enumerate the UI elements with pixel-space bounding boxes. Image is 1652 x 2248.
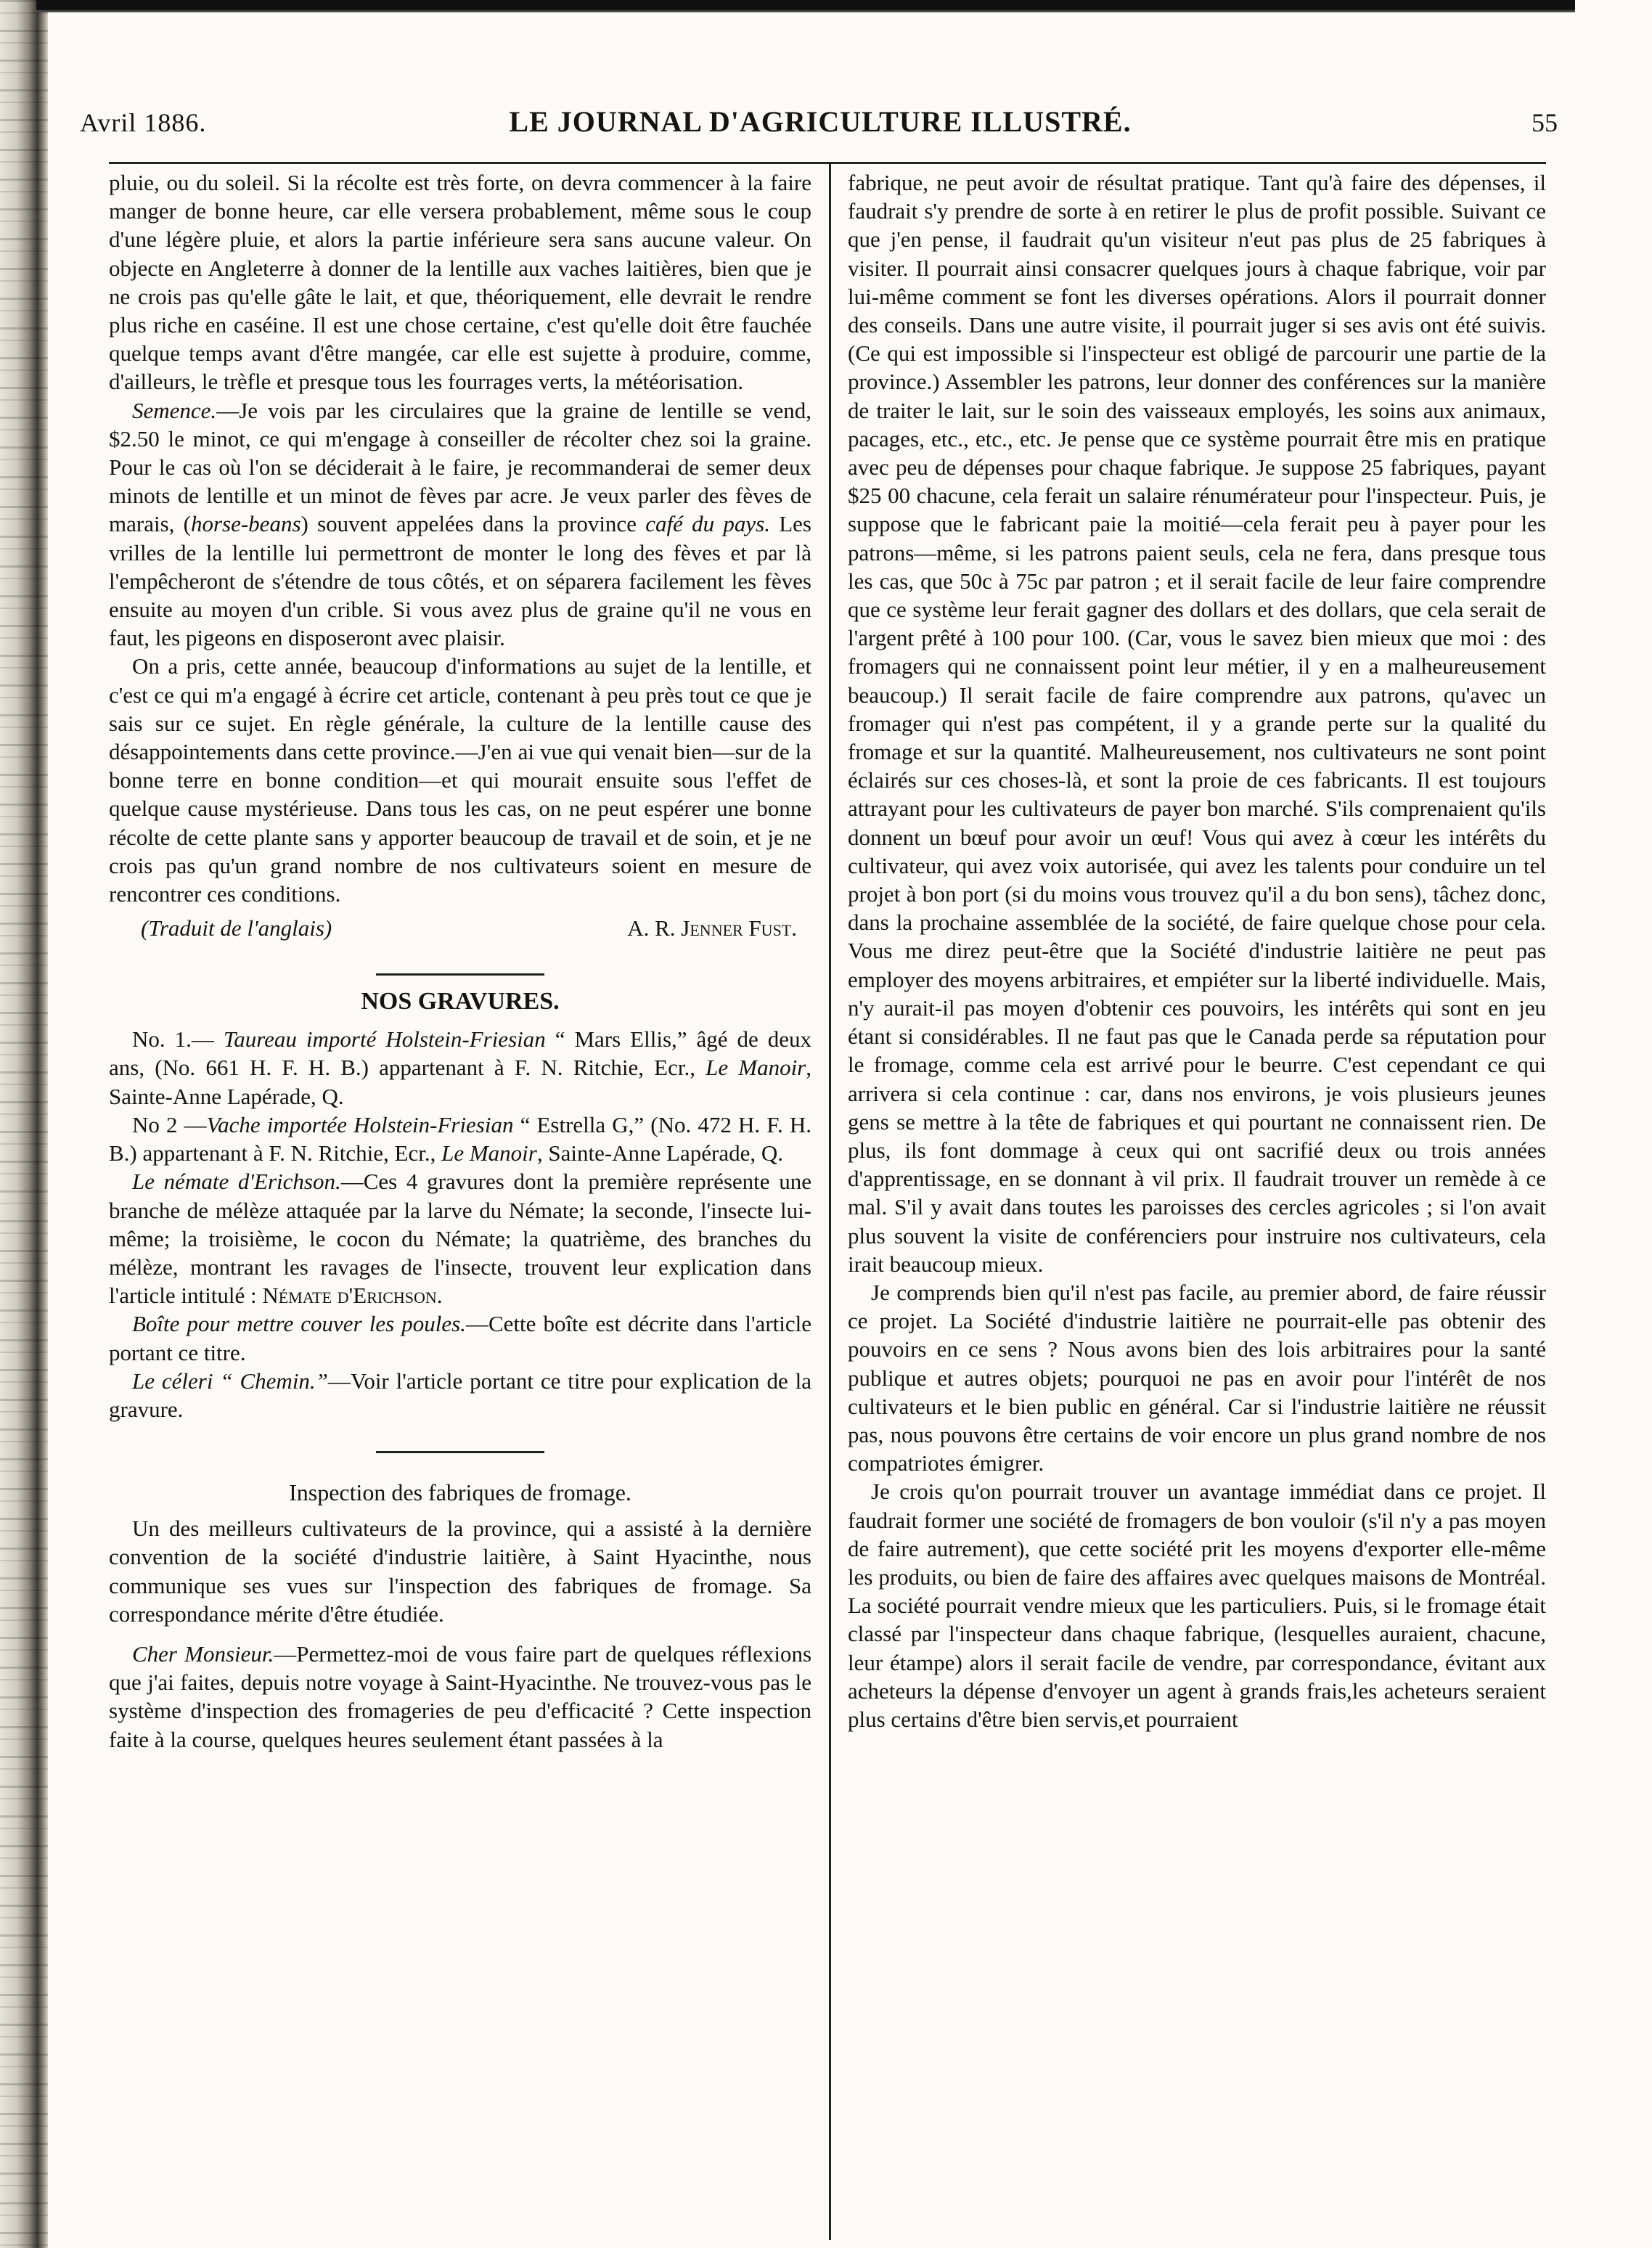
inspection-title: Inspection des fabriques de fromage.	[289, 1479, 631, 1506]
gravure-3-subject: Le némate d'Erichson.	[132, 1169, 341, 1195]
gravure-2-place: , Sainte-Anne Lapérade, Q.	[536, 1140, 783, 1166]
header-date: Avril 1886.	[80, 108, 207, 137]
section-divider-2	[376, 1451, 544, 1453]
header-rule	[109, 162, 1546, 164]
page-header	[80, 102, 1561, 145]
semence-text-b: ) souvent appelées dans la province	[300, 511, 646, 537]
gravure-3	[109, 1167, 811, 1309]
lentille-paragraph-3: On a pris, cette année, beaucoup d'informations au sujet de la lentille, et c'est ce qui m'a engagé à écrire cet article, contenant à peu près tout ce que je sais sur ce sujet. En règle générale, la culture de la lentille cause des désappointements dans cette province.—J'en ai vue qui venait bien—sur de la bonne terre en bonne condition—et qui mourait ensuite sous l'effet de quelque cause mystérieuse. Dans tous les cas, on ne peut espérer une bonne récolte de cette plante sans y apporter beaucoup de travail et de soin, et je ne crois pas qu'un grand nombre de nos cultivateurs soient en mesure de rencontrer ces conditions.	[109, 653, 811, 907]
inspection-intro: Un des meilleurs cultivateurs de la province, qui a assisté à la dernière convention de la société d'industrie laitière, à Saint Hyacinthe, nous communique ses vues sur l'inspection des fabriques de fromage. Sa correspondance mérite d'être étudiée.	[109, 1516, 811, 1627]
gravure-3-text: —Ces 4 gravures dont la première représente une branche de mélèze attaquée par la larve du Némate; la seconde, l'insecte lui-même; la troisième, le cocon du Némate; la quatrième, des branches du mélèze, montrant les ravages de l'insecte, trouvent leur explication dans l'article intitulé :	[109, 1169, 812, 1309]
gravure-1-number: No. 1.—	[132, 1026, 224, 1053]
nos-gravures-title: NOS GRAVURES.	[361, 988, 560, 1015]
semence-lead: Semence.	[132, 397, 217, 423]
gravure-4	[109, 1309, 811, 1366]
left-column	[109, 168, 811, 1754]
top-border-thin	[36, 10, 1575, 12]
letter-paragraph-2: Je comprends bien qu'il n'est pas facile, au premier abord, de faire réussir ce projet. La Société d'industrie laitière ne pourrait-elle pas obtenir des pouvoirs en ce sens ? Nous avons bien des lois arbitraires pour la santé publique et autres objets; pourquoi ne pas en avoir pour l'intérêt de nos cultivateurs et le bien public en général. Car si l'industrie laitière ne réussit pas, nous pouvons être certains de voir encore un plus grand nombre de nos compatriotes émigrer.	[848, 1279, 1546, 1476]
right-column	[848, 168, 1546, 1733]
journal-title: LE JOURNAL D'AGRICULTURE ILLUSTRÉ.	[509, 105, 1132, 138]
column-rule	[829, 163, 831, 2240]
letter-text: —Permettez-moi de vous faire part de quelques réflexions que j'ai faites, depuis notre voyage à Saint-Hyacinthe. Ne trouvez-vous pas le système d'inspection des fromageries de peu d'efficacité ? Cette inspection faite à la course, quelques heures seulement étant passées à la	[109, 1640, 812, 1752]
signature-line	[109, 914, 811, 943]
semence-text-c: Les vrilles de la lentille lui permettront de monter le long des fèves et par là l'empêcheront de s'étendre de tous côtés, et on séparera facilement les fèves ensuite au moyen d'un crible. Si vous avez plus de graine qu'il ne vous en faut, les pigeons en disposeront avec plaisir.	[109, 511, 811, 651]
page-number: 55	[1532, 108, 1558, 137]
semence-text-a: —Je vois par les circulaires que la graine de lentille se vend, $2.50 le minot, ce qui m'engage à conseiller de récolter chez soi la graine. Pour le cas où l'on se déciderait à le faire, je recommanderai de semer deux minots de lentille et un minot de fèves par acre. Je veux parler des fèves de marais, (	[109, 397, 811, 537]
section-divider-1	[376, 973, 544, 976]
semence-paragraph	[109, 396, 811, 653]
gravure-3-article: Némate d'Erichson.	[262, 1283, 443, 1309]
gravure-1	[109, 1025, 811, 1111]
binding-edge	[0, 0, 48, 2248]
letter-continued: fabrique, ne peut avoir de résultat pratique. Tant qu'à faire des dépenses, il faudrait s'y prendre de sorte à en retirer le plus de profit possible. Suivant ce que j'en pense, il faudrait qu'un visiteur n'eut pas plus de 25 fabriques à visiter. Il pourrait ainsi consacrer quelques jours à chaque fabrique, voir par lui-même comment se font les diverses opérations. Alors il pourrait donner des conseils. Dans une autre visite, il pourrait juger si ses avis ont été suivis. (Ce qui est impossible si l'inspecteur est obligé de parcourir une partie de la province.) Assembler les patrons, leur donner des conférences sur la manière de traiter le lait, sur le soin des vaisseaux employés, les soins aux animaux, pacages, etc., etc., etc. Je pense que ce système pourrait être mis en pratique avec peu de dépenses pour chaque fabrique. Je suppose 25 fabriques, payant $25 00 chacune, cela ferait un salaire rénumérateur pour l'inspecteur. Puis, je suppose que le fabricant paie la moitié—cela ferait peu à payer pour les patrons—même, si les patrons paient seuls, cela ne fera, dans presque tous les cas, que 50c à 75c par patron ; et il serait facile de leur faire comprendre que ce système leur ferait gagner des dollars et des dollars, que cela serait de l'argent prêté à 100 pour 100. (Car, vous le savez bien mieux que moi : des fromagers qui ne connaissent point leur métier, il y en a malheureusement beaucoup.) Il serait facile de faire comprendre aux patrons, qu'avec un fromager qui n'est pas compétent, il y a grande perte sur la qualité du fromage et sur la quantité. Malheureusement, nos cultivateurs ne sont point éclairés sur ces choses-là, et sont la proie de ces fabricants. Il est toujours attrayant pour les cultivateurs de payer bon marché. S'ils comprenaient qu'ils donnent un bœuf pour avoir un œuf! Vous qui avez à cœur les intérêts du cultivateur, qui avez voix autorisée, qui avez les talents pour conduire un tel projet à bon port (si du moins vous trouvez qu'il a du bon sens), tâchez donc, dans la prochaine assemblée de la société, de faire quelque chose pour cela. Vous me direz peut-être que la Société d'industrie laitière ne peut pas employer des moyens arbitraires, et empiéter sur la liberté individuelle. Mais, n'y aurait-il pas moyen d'obtenir ces pouvoirs, les intérêts qui sont en jeu étant si considérables. Il ne faut pas que le Canada perde sa réputation pour le fromage, comme cela est arrivé pour le beurre. C'est cependant ce qui arrivera si cela continue : car, dans nos environs, je vois plusieurs jeunes gens se mettre à la tête de fabriques et qui pourtant ne connaissent rien. De plus, ils font dommage à ceux qui ont sacrifié deux ou trois années d'apprentissage, en se donnant à vil prix. Il faudrait trouver un remède à ce mal. S'il y avait dans toutes les paroisses des cercles agricoles ; si l'on avait plus souvent la visite de conférenciers pour instruire nos cultivateurs, cela irait beaucoup mieux.	[848, 170, 1546, 1277]
gravure-5-subject: Le céleri “ Chemin.”	[132, 1368, 328, 1394]
gravure-2-number: No 2 —	[132, 1111, 207, 1137]
gravure-1-place: , Sainte-Anne Lapérade, Q.	[109, 1055, 811, 1109]
gravure-4-text: —Cette boîte est décrite dans l'article portant ce titre.	[109, 1311, 811, 1365]
gravure-1-farm: Le Manoir	[706, 1055, 806, 1081]
author-signature: A. R. Jenner Fust.	[627, 915, 797, 941]
letter-salutation: Cher Monsieur.	[132, 1640, 274, 1667]
translation-note: (Traduit de l'anglais)	[141, 915, 332, 941]
lentille-paragraph-1: pluie, ou du soleil. Si la récolte est très forte, on devra commencer à la faire manger de bonne heure, car elle versera probablement, même sous le coup d'une légère pluie, et alors la partie inférieure sera sans aucune valeur. On objecte en Angleterre à donner de la lentille aux vaches laitières, bien que je ne crois pas qu'elle gâte le lait, et que, théoriquement, elle devrait le rendre plus riche en caséine. Il est une chose certaine, c'est qu'elle doit être fauchée quelque temps avant d'être mangée, car elle est sujette à produire, comme, d'ailleurs, le trèfle et presque tous les fourrages verts, la météorisation.	[109, 170, 811, 395]
gravure-5	[109, 1367, 811, 1423]
gravure-2-text: “ Estrella G,” (No. 472 H. F. H. B.) appartenant à F. N. Ritchie, Ecr.,	[109, 1111, 811, 1166]
gravure-2	[109, 1111, 811, 1167]
gravure-2-farm: Le Manoir	[441, 1140, 537, 1166]
top-border	[36, 0, 1575, 10]
gravure-1-subject: Taureau importé Holstein-Friesian	[223, 1026, 546, 1053]
letter-paragraph-3: Je crois qu'on pourrait trouver un avantage immédiat dans ce projet. Il faudrait former une société de fromagers de bon vouloir (s'il n'y a pas moyen de faire autrement), que cette société prit les moyens d'exporter elle-même les produits, ou bien de faire des affaires avec quelques maisons de Montréal. La société pourrait vendre mieux que les particuliers. Puis, si le fromage était classé par l'inspecteur dans chaque fabrique, (lesquelles auraient, chacune, leur étampe) alors il serait facile de vendre, par correspondance, évitant aux acheteurs la dépense d'envoyer un agent à grands frais,les acheteurs seraient plus certains d'être bien servis,et pourraient	[848, 1479, 1546, 1732]
gravure-5-text: —Voir l'article portant ce titre pour explication de la gravure.	[109, 1368, 811, 1422]
letter-opening	[109, 1640, 811, 1754]
cafe-du-pays: café du pays.	[645, 511, 770, 537]
horse-beans: horse-beans	[190, 511, 301, 537]
gravure-4-subject: Boîte pour mettre couver les poules.	[132, 1311, 466, 1337]
gravure-2-subject: Vache importée Holstein-Friesian	[206, 1111, 514, 1137]
gravure-1-text: “ Mars Ellis,” âgé de deux ans, (No. 661 H. F. H. B.) appartenant à F. N. Ritchie, Ecr.,	[109, 1026, 811, 1081]
